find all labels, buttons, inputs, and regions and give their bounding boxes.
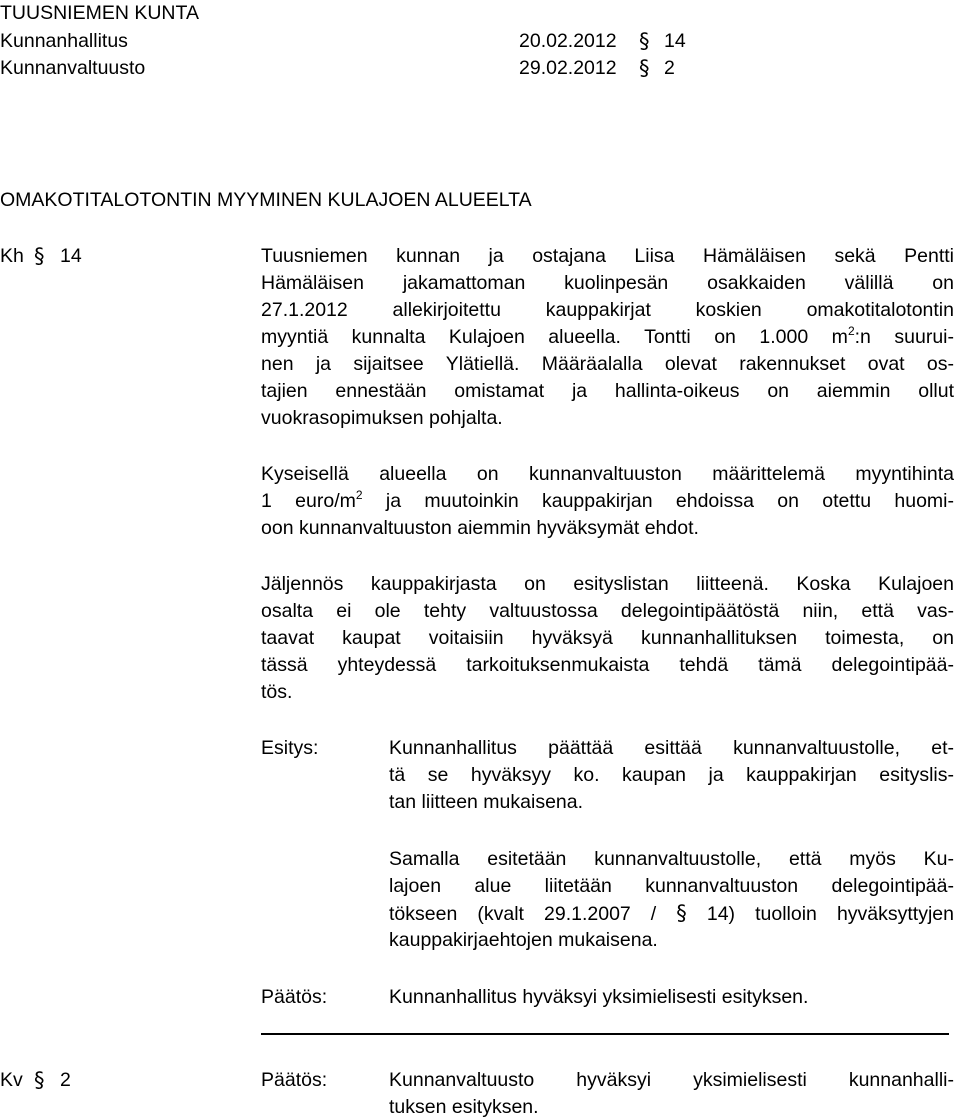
- kh-number: 14: [60, 245, 82, 267]
- text-fragment: :n suurui-: [854, 326, 954, 348]
- text-line: Kyseisellä alueella on kunnanvaltuuston määrittelemä myyntihinta: [261, 463, 954, 485]
- text-line: 27.1.2012 allekirjoitettu kauppakirjat koskien omakotitalotontin: [261, 299, 954, 321]
- kh-paatos-label: Päätös:: [261, 986, 328, 1008]
- header-date-kh: 20.02.2012: [519, 30, 617, 52]
- text-line: Hämäläisen jakamattoman kuolinpesän osakkaiden välillä on: [261, 272, 954, 294]
- section-symbol-icon: §: [34, 1068, 45, 1092]
- esitys-label: Esitys:: [261, 737, 319, 759]
- text-line: osalta ei ole tehty valtuustossa delegointipäätöstä niin, että vas-: [261, 600, 954, 622]
- text-line: Tuusniemen kunnan ja ostajana Liisa Hämäläisen sekä Pentti: [261, 245, 954, 267]
- text-line: kauppakirjaehtojen mukaisena.: [389, 929, 658, 951]
- text-line: Jäljennös kauppakirjasta on esityslistan liitteenä. Koska Kulajoen: [261, 573, 954, 595]
- header-body-kh: Kunnanhallitus: [0, 30, 128, 52]
- header-date-kv: 29.02.2012: [519, 57, 617, 79]
- text-line: tan liitteen mukaisena.: [389, 791, 584, 813]
- superscript: 2: [355, 488, 363, 502]
- text-line: nen ja sijaitsee Ylätiellä. Määräalalla olevat rakennukset ovat os-: [261, 353, 954, 375]
- text-line: [261, 324, 954, 350]
- text-fragment: 14) tuolloin hyväksyttyjen: [686, 903, 954, 925]
- kv-number: 2: [60, 1069, 71, 1091]
- text-line: Samalla esitetään kunnanvaltuustolle, että myös Ku-: [389, 848, 954, 870]
- text-line: tajien ennestään omistamat ja hallinta-oikeus on aiemmin ollut: [261, 380, 954, 402]
- page-title: OMAKOTITALOTONTIN MYYMINEN KULAJOEN ALUEELTA: [0, 189, 532, 211]
- text-line: [389, 900, 954, 927]
- kv-label: Kv: [0, 1069, 23, 1091]
- header-number-kh: 14: [664, 30, 686, 52]
- kv-paatos-text: tuksen esityksen.: [389, 1096, 539, 1118]
- municipality-name: TUUSNIEMEN KUNTA: [0, 2, 199, 24]
- section-symbol-icon: §: [639, 29, 650, 53]
- section-symbol-icon: §: [676, 901, 687, 925]
- text-line: tös.: [261, 681, 293, 703]
- kv-paatos-label: Päätös:: [261, 1069, 328, 1091]
- text-line: vuokrasopimuksen pohjalta.: [261, 407, 503, 429]
- kv-paatos-text: Kunnanvaltuusto hyväksyi yksimielisesti kunnanhalli-: [389, 1069, 954, 1091]
- divider: [261, 1033, 949, 1035]
- text-fragment: tökseen (kvalt 29.1.2007 /: [389, 903, 677, 925]
- text-fragment: 1 euro/m: [261, 490, 356, 512]
- text-line: taavat kaupat voitaisiin hyväksyä kunnanhallituksen toimesta, on: [261, 627, 954, 649]
- kh-paatos-text: Kunnanhallitus hyväksyi yksimielisesti esityksen.: [389, 986, 809, 1008]
- text-line: lajoen alue liitetään kunnanvaltuuston delegointipää-: [389, 875, 954, 897]
- text-fragment: myyntiä kunnalta Kulajoen alueella. Tontti on 1.000 m: [261, 326, 848, 348]
- text-line: Kunnanhallitus päättää esittää kunnanvaltuustolle, et-: [389, 737, 954, 759]
- section-symbol-icon: §: [639, 56, 650, 80]
- kh-label: Kh: [0, 245, 24, 267]
- text-line: tässä yhteydessä tarkoituksenmukaista tehdä tämä delegointipää-: [261, 654, 954, 676]
- superscript: 2: [847, 324, 855, 338]
- header-body-kv: Kunnanvaltuusto: [0, 57, 146, 79]
- text-line: oon kunnanvaltuuston aiemmin hyväksymät ehdot.: [261, 517, 699, 539]
- section-symbol-icon: §: [34, 244, 45, 268]
- header-number-kv: 2: [664, 57, 675, 79]
- text-fragment: ja muutoinkin kauppakirjan ehdoissa on otettu huomi-: [362, 490, 954, 512]
- text-line: tä se hyväksyy ko. kaupan ja kauppakirjan esityslis-: [389, 764, 954, 786]
- text-line: [261, 488, 954, 514]
